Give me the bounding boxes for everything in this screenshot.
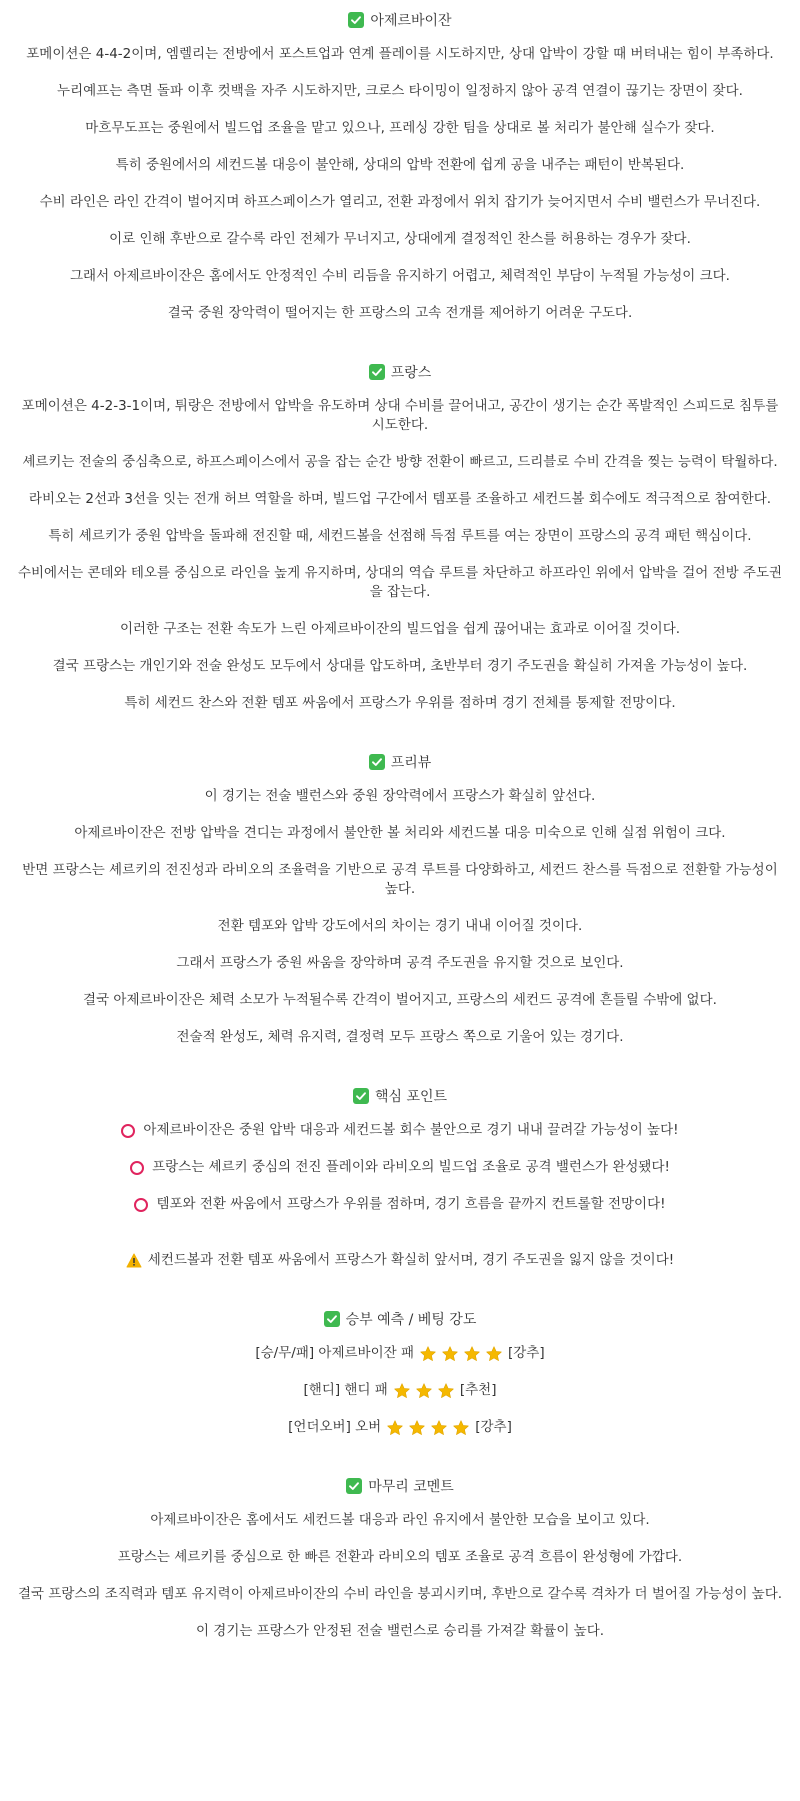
paragraph: 포메이션은 4-4-2이며, 엠렐리는 전방에서 포스트업과 연계 플레이를 시도하지만, 상대 압박이 강할 때 버텨내는 힘이 부족하다. (26, 46, 774, 62)
circle-icon (130, 1161, 144, 1175)
section-heading (10, 750, 790, 774)
check-icon (369, 754, 385, 770)
check-icon (324, 1311, 340, 1327)
paragraph: 수비에서는 콘데와 테오를 중심으로 라인을 높게 유지하며, 상대의 역습 루트를 차단하고 하프라인 위에서 압박을 걸어 전방 주도권을 잡는다. (17, 565, 783, 600)
star-icon (419, 1345, 437, 1363)
star-rating (393, 1382, 455, 1400)
key-point-text: 아제르바이잔은 중원 압박 대응과 세컨드볼 회수 불안으로 경기 내내 끌려갈 가능성이 높다! (143, 1122, 679, 1138)
bet-row (10, 1418, 790, 1437)
check-icon (348, 12, 364, 28)
star-icon (463, 1345, 481, 1363)
star-icon (441, 1345, 459, 1363)
star-icon (415, 1382, 433, 1400)
check-icon (353, 1088, 369, 1104)
bet-row (10, 1381, 790, 1400)
circle-icon (134, 1198, 148, 1212)
star-icon (408, 1419, 426, 1437)
paragraph: 특히 셰르키가 중원 압박을 돌파해 전진할 때, 세컨드볼을 선점해 득점 루트를 여는 장면이 프랑스의 공격 패턴 핵심이다. (48, 528, 752, 544)
section-title: 아제르바이잔 (370, 13, 452, 29)
paragraph: 수비 라인은 라인 간격이 벌어지며 하프스페이스가 열리고, 전환 과정에서 위치 잡기가 늦어지면서 수비 밸런스가 무너진다. (39, 194, 761, 210)
section-prediction (10, 1307, 790, 1437)
paragraph: 결국 중원 장악력이 떨어지는 한 프랑스의 고속 전개를 제어하기 어려운 구도다. (167, 305, 633, 321)
section-title: 마무리 코멘트 (368, 1479, 454, 1495)
key-point-text: 템포와 전환 싸움에서 프랑스가 우위를 점하며, 경기 흐름을 끝까지 컨트롤할 전망이다! (156, 1196, 666, 1212)
paragraph: 결국 프랑스는 개인기와 전술 완성도 모두에서 상대를 압도하며, 초반부터 경기 주도권을 확실히 가져올 가능성이 높다. (52, 658, 748, 674)
section-heading (10, 8, 790, 32)
paragraph: 반면 프랑스는 셰르키의 전진성과 라비오의 조율력을 기반으로 공격 루트를 다양화하고, 세컨드 찬스를 득점으로 전환할 가능성이 높다. (22, 862, 778, 897)
section-closing (10, 1474, 790, 1641)
bet-strength: [추천] (459, 1382, 497, 1398)
star-icon (386, 1419, 404, 1437)
bet-label: [승/무/패] 아제르바이잔 패 (255, 1345, 414, 1361)
section-heading (10, 360, 790, 384)
paragraph: 특히 세컨드 찬스와 전환 템포 싸움에서 프랑스가 우위를 점하며 경기 전체를 통제할 전망이다. (124, 695, 676, 711)
star-icon (430, 1419, 448, 1437)
star-icon (393, 1382, 411, 1400)
paragraph: 아제르바이잔은 전방 압박을 견디는 과정에서 불안한 볼 처리와 세컨드볼 대응 미숙으로 인해 실점 위험이 크다. (74, 825, 726, 841)
star-icon (485, 1345, 503, 1363)
paragraph: 전술적 완성도, 체력 유지력, 결정력 모두 프랑스 쪽으로 기울어 있는 경기다. (176, 1029, 624, 1045)
warning-text: 세컨드볼과 전환 템포 싸움에서 프랑스가 확실히 앞서며, 경기 주도권을 잃지 않을 것이다! (147, 1252, 675, 1268)
check-icon (369, 364, 385, 380)
key-point-text: 프랑스는 셰르키 중심의 전진 플레이와 라비오의 빌드업 조율로 공격 밸런스가 완성됐다! (152, 1159, 670, 1175)
star-icon (437, 1382, 455, 1400)
section-france (10, 360, 790, 713)
star-rating (419, 1345, 503, 1363)
warning-note (10, 1251, 790, 1270)
bet-label: [핸디] 핸디 패 (303, 1382, 388, 1398)
section-key-points (10, 1084, 790, 1270)
warning-icon (126, 1253, 142, 1268)
paragraph: 이로 인해 후반으로 갈수록 라인 전체가 무너지고, 상대에게 결정적인 찬스를 허용하는 경우가 잦다. (109, 231, 691, 247)
section-azerbaijan (10, 8, 790, 323)
circle-icon (121, 1124, 135, 1138)
paragraph: 이러한 구조는 전환 속도가 느린 아제르바이잔의 빌드업을 쉽게 끊어내는 효과로 이어질 것이다. (119, 621, 681, 637)
paragraph: 그래서 프랑스가 중원 싸움을 장악하며 공격 주도권을 유지할 것으로 보인다. (176, 955, 624, 971)
paragraph: 셰르키는 전술의 중심축으로, 하프스페이스에서 공을 잡는 순간 방향 전환이 빠르고, 드리블로 수비 간격을 찢는 능력이 탁월하다. (22, 454, 778, 470)
check-icon (346, 1478, 362, 1494)
section-title: 핵심 포인트 (374, 1089, 448, 1105)
paragraph: 라비오는 2선과 3선을 잇는 전개 허브 역할을 하며, 빌드업 구간에서 템포를 조율하고 세컨드볼 회수에도 적극적으로 참여한다. (28, 491, 772, 507)
key-point (10, 1121, 790, 1140)
paragraph: 프랑스는 셰르키를 중심으로 한 빠른 전환과 라비오의 템포 조율로 공격 흐름이 완성형에 가깝다. (117, 1549, 683, 1565)
section-title: 승부 예측 / 베팅 강도 (345, 1312, 477, 1328)
section-title: 프랑스 (390, 365, 432, 381)
section-preview (10, 750, 790, 1047)
bet-strength: [강추] (475, 1419, 512, 1435)
paragraph: 누리예프는 측면 돌파 이후 컷백을 자주 시도하지만, 크로스 타이밍이 일정하지 않아 공격 연결이 끊기는 장면이 잦다. (57, 83, 743, 99)
bet-label: [언더오버] 오버 (288, 1419, 382, 1435)
bet-strength: [강추] (508, 1345, 545, 1361)
paragraph: 특히 중원에서의 세컨드볼 대응이 불안해, 상대의 압박 전환에 쉽게 공을 내주는 패턴이 반복된다. (115, 157, 685, 173)
star-rating (386, 1419, 470, 1437)
paragraph: 결국 프랑스의 조직력과 템포 유지력이 아제르바이잔의 수비 라인을 붕괴시키며, 후반으로 갈수록 격차가 더 벌어질 가능성이 높다. (17, 1586, 783, 1602)
paragraph: 결국 아제르바이잔은 체력 소모가 누적될수록 간격이 벌어지고, 프랑스의 세컨드 공격에 흔들릴 수밖에 없다. (83, 992, 717, 1008)
paragraph: 마흐무도프는 중원에서 빌드업 조율을 맡고 있으나, 프레싱 강한 팀을 상대로 볼 처리가 불안해 실수가 잦다. (85, 120, 715, 136)
paragraph: 아제르바이잔은 홈에서도 세컨드볼 대응과 라인 유지에서 불안한 모습을 보이고 있다. (150, 1512, 650, 1528)
paragraph: 이 경기는 프랑스가 안정된 전술 밸런스로 승리를 가져갈 확률이 높다. (195, 1623, 605, 1639)
paragraph: 포메이션은 4-2-3-1이며, 튀랑은 전방에서 압박을 유도하며 상대 수비를 끌어내고, 공간이 생기는 순간 폭발적인 스피드로 침투를 시도한다. (21, 398, 779, 433)
star-icon (452, 1419, 470, 1437)
paragraph: 이 경기는 전술 밸런스와 중원 장악력에서 프랑스가 확실히 앞선다. (204, 788, 596, 804)
bet-row (10, 1344, 790, 1363)
section-title: 프리뷰 (390, 755, 432, 771)
section-heading (10, 1307, 790, 1331)
paragraph: 전환 템포와 압박 강도에서의 차이는 경기 내내 이어질 것이다. (217, 918, 583, 934)
key-point (10, 1158, 790, 1177)
paragraph: 그래서 아제르바이잔은 홈에서도 안정적인 수비 리듬을 유지하기 어렵고, 체력적인 부담이 누적될 가능성이 크다. (70, 268, 730, 284)
key-point (10, 1195, 790, 1214)
section-heading (10, 1474, 790, 1498)
section-heading (10, 1084, 790, 1108)
